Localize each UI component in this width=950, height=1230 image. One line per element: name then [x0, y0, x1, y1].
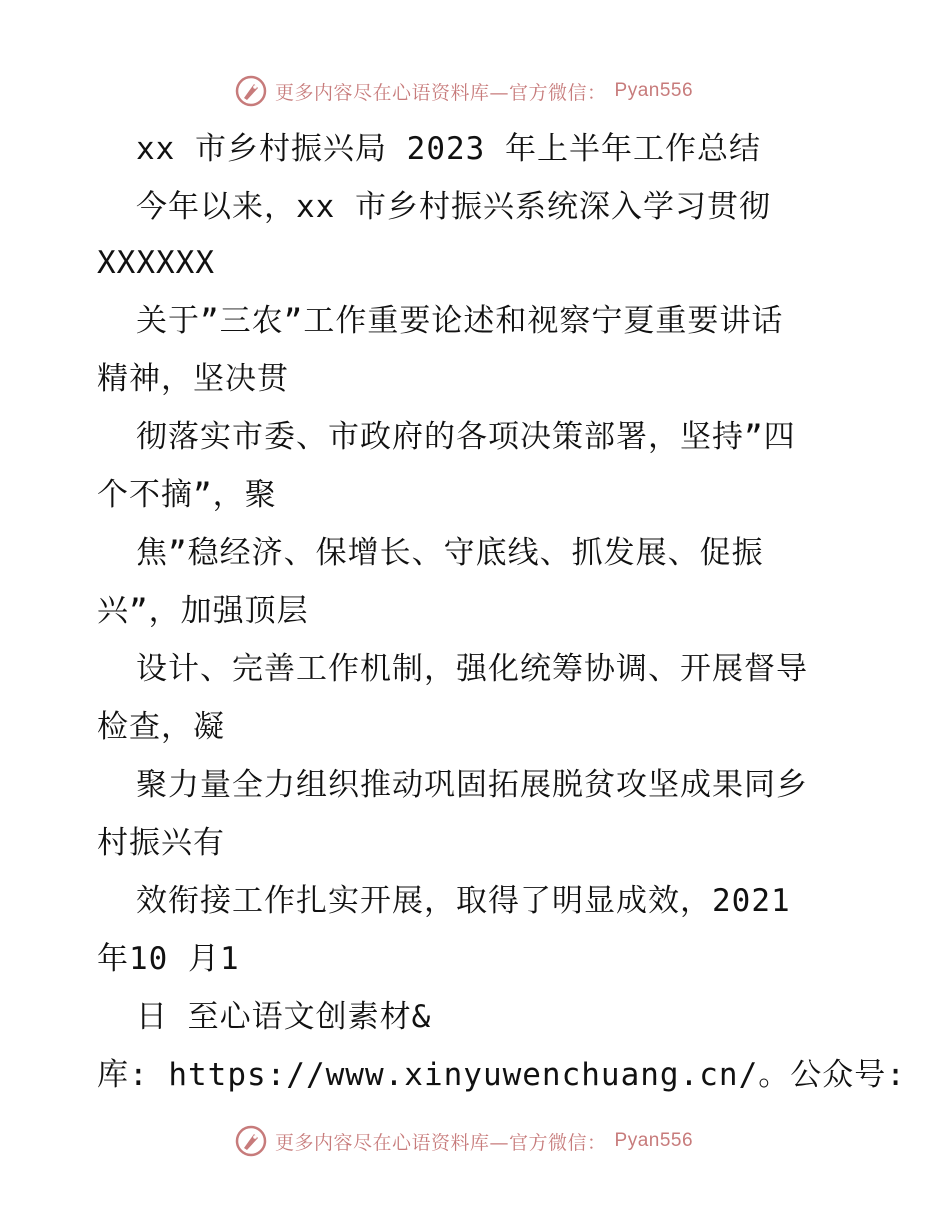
document-line: 村振兴有	[97, 825, 225, 861]
document-line: 设计、完善工作机制，强化统筹协调、开展督导	[136, 651, 808, 687]
watermark-footer	[235, 1124, 693, 1158]
document-line: 今年以来，xx 市乡村振兴系统深入学习贯彻	[136, 189, 771, 225]
document-line: 日 至心语文创素材&	[136, 999, 432, 1035]
pen-nib-logo-icon	[235, 75, 267, 107]
document-line: 年10 月1	[97, 941, 240, 977]
document-line: 精神，坚决贯	[97, 361, 289, 397]
document-line: 聚力量全力组织推动巩固拓展脱贫攻坚成果同乡	[136, 767, 808, 803]
document-title: xx 市乡村振兴局 2023 年上半年工作总结	[136, 131, 761, 167]
document-line: 个不摘”，聚	[97, 477, 277, 513]
document-line: 效衔接工作扎实开展，取得了明显成效，2021	[136, 883, 791, 919]
document-line: 库: https://www.xinyuwenchuang.cn/。公众号:	[97, 1057, 906, 1093]
document-line: 彻落实市委、市政府的各项决策部署，坚持”四	[136, 419, 796, 455]
document-line: 关于”三农”工作重要论述和视察宁夏重要讲话	[136, 303, 784, 339]
pen-nib-logo-icon	[235, 1125, 267, 1157]
watermark-wechat-id: Pyan556	[614, 80, 694, 101]
document-line: 检查，凝	[97, 709, 225, 745]
document-line: XXXXXX	[97, 245, 215, 281]
document-line: 焦”稳经济、保增长、守底线、抓发展、促振	[136, 535, 764, 571]
document-line: 兴”，加强顶层	[97, 593, 309, 629]
watermark-text: 更多内容尽在心语资料库—官方微信：	[275, 81, 607, 104]
watermark-wechat-id: Pyan556	[614, 1130, 694, 1151]
watermark-header	[235, 74, 693, 108]
watermark-text: 更多内容尽在心语资料库—官方微信：	[275, 1131, 607, 1154]
